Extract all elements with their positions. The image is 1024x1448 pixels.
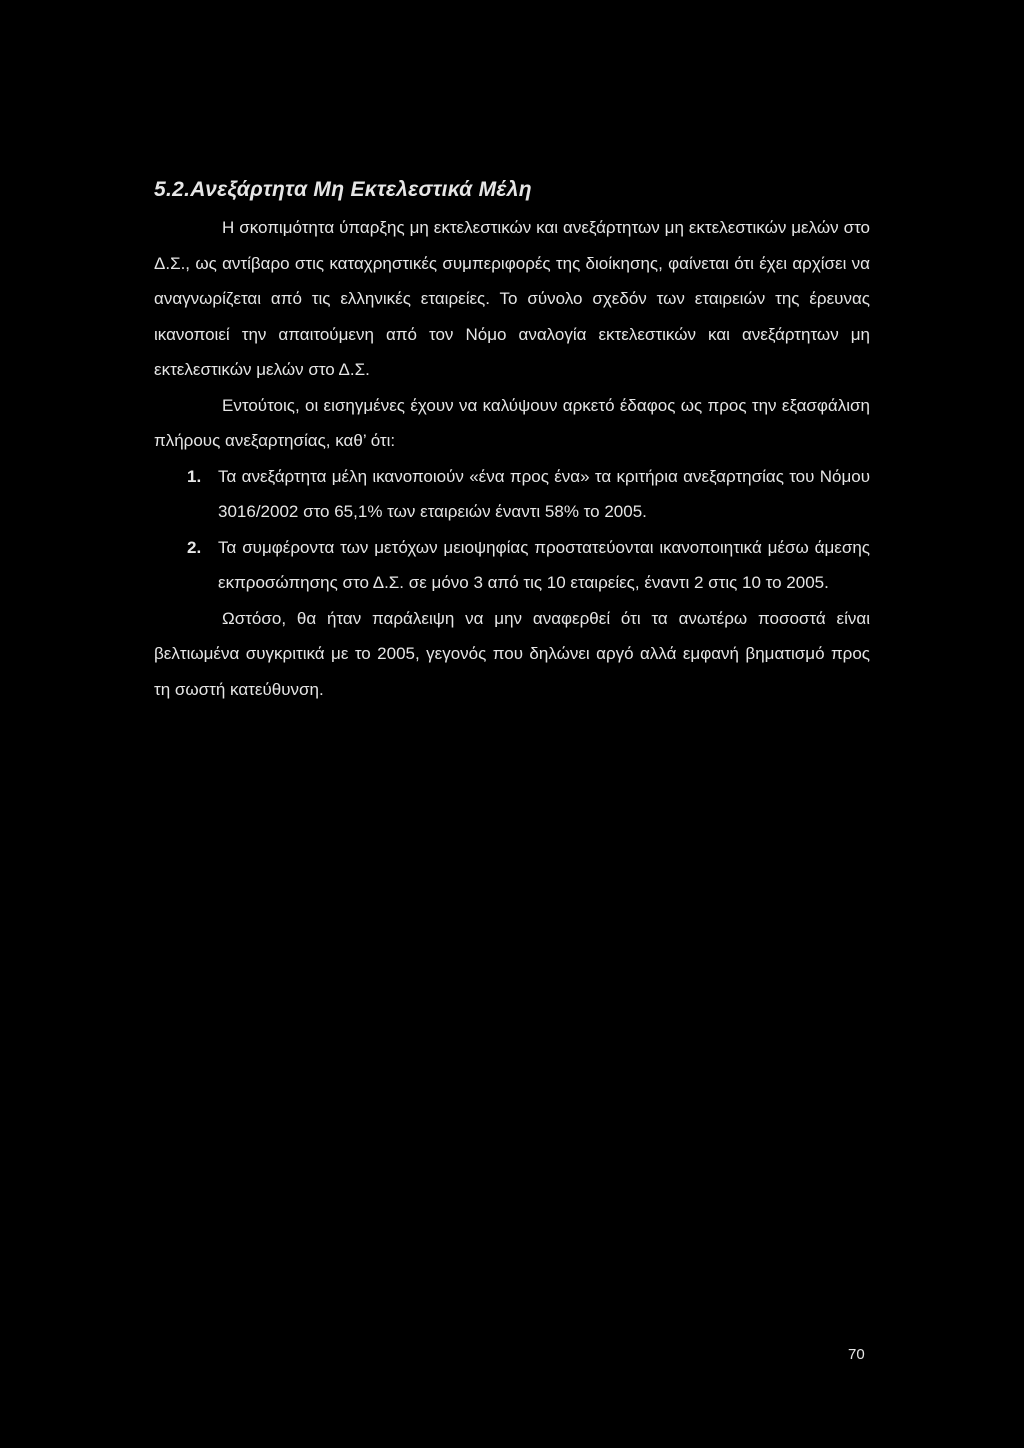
list-item xyxy=(154,459,870,530)
list-item-text: Τα συμφέροντα των μετόχων μειοψηφίας προστατεύονται ικανοποιητικά μέσω άμεσης εκπροσώπησης στο Δ.Σ. σε μόνο 3 από τις 10 εταιρείες, έναντι 2 στις 10 το 2005. xyxy=(218,537,870,592)
page-number: 70 xyxy=(848,1346,865,1363)
list-item-number: 2. xyxy=(187,537,202,557)
section-title: 5.2.Ανεξάρτητα Μη Εκτελεστικά Μέλη xyxy=(154,178,532,201)
document-page xyxy=(154,176,870,707)
list-item xyxy=(154,530,870,601)
list-item-text: Τα ανεξάρτητα μέλη ικανοποιούν «ένα προς ένα» τα κριτήρια ανεξαρτησίας του Νόμου 3016/2002 στο 65,1% των εταιρειών έναντι 58% το 2005. xyxy=(218,466,870,521)
closing-paragraph: Ωστόσο, θα ήταν παράλειψη να μην αναφερθεί ότι τα ανωτέρω ποσοστά είναι βελτιωμένα συγκριτικά με το 2005, γεγονός που δηλώνει αργό αλλά εμφανή βηματισμό προς τη σωστή κατεύθυνση. xyxy=(154,608,870,699)
findings-list xyxy=(154,459,870,601)
intro-paragraph: Η σκοπιμότητα ύπαρξης μη εκτελεστικών και ανεξάρτητων μη εκτελεστικών μελών στο Δ.Σ., ως αντίβαρο στις καταχρηστικές συμπεριφορές της διοίκησης, φαίνεται ότι έχει αρχίσει να αναγνωρίζεται από τις ελληνικές εταιρείες. Το σύνολο σχεδόν των εταιρειών της έρευνας ικανοποιεί την απαιτούμενη από τον Νόμο αναλογία εκτελεστικών και ανεξάρτητων μη εκτελεστικών μελών στο Δ.Σ. xyxy=(154,218,870,379)
list-item-number: 1. xyxy=(187,466,202,486)
second-paragraph: Εντούτοις, οι εισηγμένες έχουν να καλύψουν αρκετό έδαφος ως προς την εξασφάλιση πλήρους ανεξαρτησίας, καθ’ ότι: xyxy=(154,395,870,450)
